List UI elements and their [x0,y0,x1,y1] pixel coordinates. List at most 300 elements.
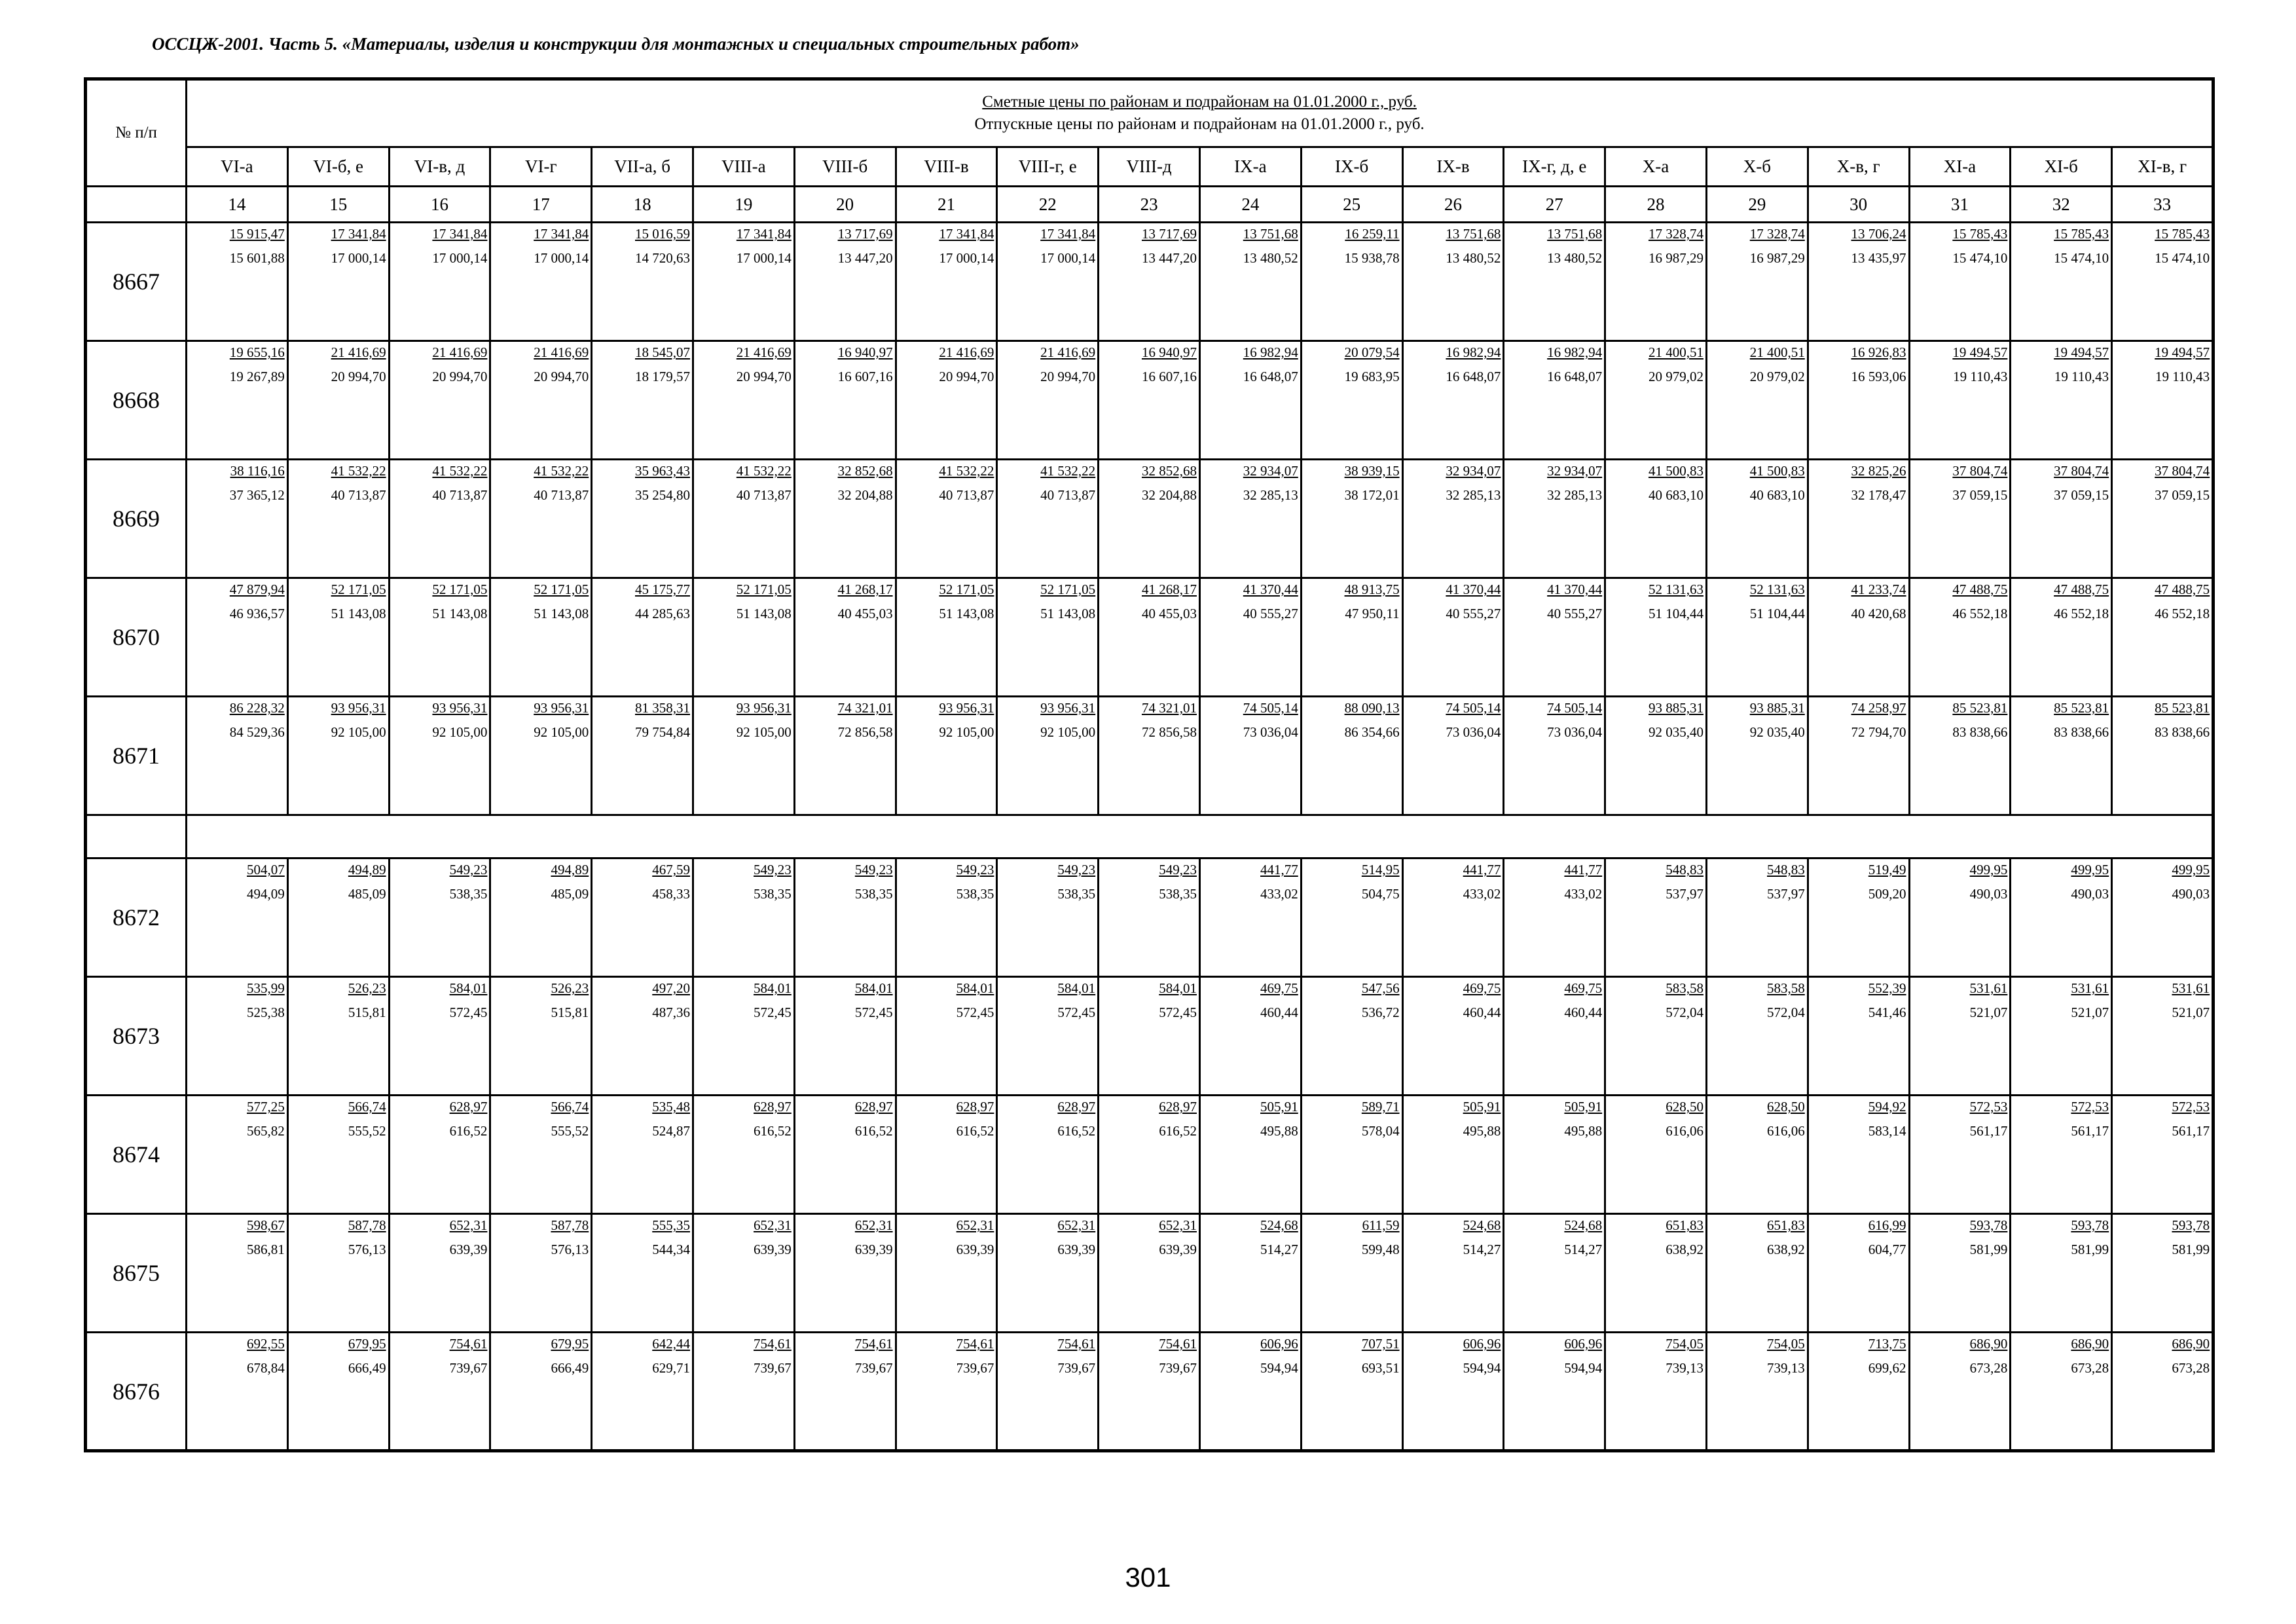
estimate-price: 74 258,97 [1851,700,1906,716]
estimate-price: 469,75 [1260,980,1298,996]
row-number: 8676 [86,1333,187,1451]
release-price: 594,94 [1463,1360,1501,1376]
price-cell [794,1214,896,1333]
table-row [86,460,2214,578]
table-row [86,341,2214,460]
release-price: 13 480,52 [1446,250,1501,266]
estimate-price: 19 494,57 [1952,344,2008,360]
release-price: 583,14 [1868,1123,1906,1139]
price-cell [1301,1096,1402,1214]
region-header: VI-г [490,147,592,187]
price-cell [693,1096,794,1214]
column-number: 27 [1504,187,1605,223]
estimate-price: 16 926,83 [1851,344,1906,360]
release-price: 538,35 [754,886,792,902]
price-cell [693,223,794,341]
release-price: 20 994,70 [736,369,792,384]
release-price: 572,45 [956,1005,994,1020]
release-price: 616,06 [1767,1123,1805,1139]
price-cell [187,697,288,815]
estimate-price: 41 268,17 [1141,581,1197,597]
estimate-price: 584,01 [854,980,893,996]
price-cell [490,858,592,977]
price-cell [2112,1214,2214,1333]
price-cell [1402,460,1504,578]
estimate-price: 85 523,81 [1952,700,2008,716]
release-price: 616,52 [1057,1123,1096,1139]
release-price: 538,35 [1159,886,1197,902]
price-cell [1605,858,1707,977]
price-cell [187,858,288,977]
estimate-price: 519,49 [1868,862,1906,877]
estimate-price: 754,61 [1159,1336,1197,1352]
estimate-price: 19 494,57 [2054,344,2109,360]
estimate-price: 494,89 [551,862,589,877]
estimate-price: 21 400,51 [1749,344,1805,360]
release-price: 32 204,88 [1141,487,1197,503]
price-cell [1808,1333,1909,1451]
estimate-price: 469,75 [1463,980,1501,996]
estimate-price: 32 852,68 [1141,463,1197,479]
release-price: 521,07 [2071,1005,2109,1020]
release-price: 639,39 [956,1242,994,1257]
release-price: 555,52 [551,1123,589,1139]
price-cell [1909,223,2011,341]
estimate-price: 37 804,74 [2054,463,2109,479]
price-cell [1808,697,1909,815]
release-price: 32 285,13 [1547,487,1603,503]
release-price: 84 529,36 [229,724,285,740]
price-cell [1199,977,1301,1096]
column-number-row [86,187,2214,223]
release-price: 16 648,07 [1243,369,1298,384]
estimate-price: 16 940,97 [1141,344,1197,360]
release-price: 20 979,02 [1749,369,1805,384]
estimate-price: 21 400,51 [1648,344,1704,360]
price-cell [997,341,1099,460]
price-cell [1402,1096,1504,1214]
price-cell [287,578,389,697]
price-cell [1605,697,1707,815]
estimate-price: 572,53 [2071,1099,2109,1115]
release-price: 16 987,29 [1648,250,1704,266]
estimate-price: 499,95 [2172,862,2210,877]
row-number: 8673 [86,977,187,1096]
estimate-price: 587,78 [551,1217,589,1233]
price-cell [1301,1214,1402,1333]
price-cell [1706,977,1808,1096]
release-price: 666,49 [348,1360,386,1376]
price-cell [1402,977,1504,1096]
release-price: 514,27 [1260,1242,1298,1257]
estimate-price: 85 523,81 [2155,700,2210,716]
estimate-price: 524,68 [1463,1217,1501,1233]
estimate-price: 526,23 [348,980,386,996]
price-cell [1402,223,1504,341]
price-cell [1099,578,1200,697]
release-price: 604,77 [1868,1242,1906,1257]
release-price: 599,48 [1361,1242,1400,1257]
release-price: 629,71 [652,1360,690,1376]
release-price: 485,09 [551,886,589,902]
price-cell [287,341,389,460]
release-price: 20 994,70 [939,369,994,384]
price-cell [1504,1333,1605,1451]
release-price: 561,17 [1969,1123,2008,1139]
price-cell [1099,697,1200,815]
row-number: 8671 [86,697,187,815]
estimate-price: 85 523,81 [2054,700,2109,716]
table-row [86,578,2214,697]
release-price: 495,88 [1260,1123,1298,1139]
estimate-price: 467,59 [652,862,690,877]
estimate-price: 41 532,22 [534,463,589,479]
price-cell [896,697,997,815]
estimate-price: 531,61 [2172,980,2210,996]
estimate-price: 17 341,84 [534,226,589,242]
row-number: 8669 [86,460,187,578]
region-header: VIII-д [1099,147,1200,187]
estimate-price: 692,55 [247,1336,285,1352]
estimate-price: 88 090,13 [1344,700,1400,716]
estimate-price: 74 321,01 [1141,700,1197,716]
estimate-price: 499,95 [1969,862,2008,877]
table-row [86,858,2214,977]
estimate-price: 754,61 [449,1336,488,1352]
region-header: VI-в, д [389,147,490,187]
price-cell [490,578,592,697]
release-price: 38 172,01 [1344,487,1400,503]
estimate-price: 628,50 [1666,1099,1704,1115]
price-cell [490,1214,592,1333]
release-price: 538,35 [1057,886,1096,902]
estimate-price: 555,35 [652,1217,690,1233]
estimate-price: 504,07 [247,862,285,877]
price-cell [592,460,693,578]
estimate-price: 593,78 [2172,1217,2210,1233]
release-price: 739,67 [754,1360,792,1376]
release-price: 32 285,13 [1446,487,1501,503]
price-cell [2011,858,2112,977]
document-header: ОССЦЖ-2001. Часть 5. «Материалы, изделия и конструкции для монтажных и специальных строительных работ» [152,34,1080,54]
release-price: 536,72 [1361,1005,1400,1020]
release-price: 16 648,07 [1547,369,1603,384]
estimate-price: 41 500,83 [1648,463,1704,479]
estimate-price: 686,90 [2071,1336,2109,1352]
release-price: 572,45 [854,1005,893,1020]
price-cell [693,697,794,815]
release-price: 538,35 [854,886,893,902]
estimate-price: 35 963,43 [634,463,690,479]
release-price: 16 648,07 [1446,369,1501,384]
price-cell [794,697,896,815]
estimate-price: 74 505,14 [1446,700,1501,716]
row-number: 8672 [86,858,187,977]
price-cell [2112,1333,2214,1451]
release-price: 51 104,44 [1749,606,1805,621]
region-header: XI-а [1909,147,2011,187]
price-cell [592,1333,693,1451]
estimate-price: 594,92 [1868,1099,1906,1115]
estimate-price: 41 532,22 [331,463,386,479]
price-cell [2112,578,2214,697]
region-header: X-а [1605,147,1707,187]
region-header: VIII-а [693,147,794,187]
estimate-price: 583,58 [1767,980,1805,996]
estimate-price: 497,20 [652,980,690,996]
price-cell [1808,223,1909,341]
release-price: 40 713,87 [736,487,792,503]
price-cell [1099,1214,1200,1333]
region-header: IX-г, д, е [1504,147,1605,187]
estimate-price: 584,01 [1159,980,1197,996]
price-cell [2011,460,2112,578]
price-cell [1706,223,1808,341]
price-cell [1199,697,1301,815]
column-number: 18 [592,187,693,223]
release-price: 46 936,57 [229,606,285,621]
release-price: 40 455,03 [837,606,893,621]
estimate-price: 47 488,75 [2054,581,2109,597]
release-price: 490,03 [2172,886,2210,902]
price-cell [592,341,693,460]
region-header-row [86,147,2214,187]
release-price: 576,13 [551,1242,589,1257]
price-cell [997,697,1099,815]
release-price: 525,38 [247,1005,285,1020]
release-price: 40 455,03 [1141,606,1197,621]
price-cell [2112,858,2214,977]
estimate-price: 628,97 [854,1099,893,1115]
estimate-price: 93 956,31 [432,700,488,716]
price-cell [490,697,592,815]
estimate-price: 652,31 [449,1217,488,1233]
price-cell [693,341,794,460]
release-price: 18 179,57 [634,369,690,384]
release-price: 616,52 [754,1123,792,1139]
release-price: 40 713,87 [1040,487,1096,503]
price-cell [1402,697,1504,815]
release-price: 581,99 [1969,1242,2008,1257]
estimate-price: 19 494,57 [2155,344,2210,360]
release-price: 544,34 [652,1242,690,1257]
release-price: 490,03 [2071,886,2109,902]
estimate-price: 47 488,75 [2155,581,2210,597]
price-cell [2011,1333,2112,1451]
price-cell [389,223,490,341]
release-price: 92 105,00 [736,724,792,740]
release-price: 678,84 [247,1360,285,1376]
estimate-price: 651,83 [1767,1217,1805,1233]
estimate-price: 616,99 [1868,1217,1906,1233]
estimate-price: 628,50 [1767,1099,1805,1115]
column-number: 19 [693,187,794,223]
price-cell [1301,341,1402,460]
price-cell [490,1333,592,1451]
estimate-price: 15 785,43 [2155,226,2210,242]
price-cell [1605,1333,1707,1451]
estimate-price: 589,71 [1361,1099,1400,1115]
release-price: 639,39 [754,1242,792,1257]
estimate-price: 41 370,44 [1446,581,1501,597]
region-header: IX-в [1402,147,1504,187]
release-price: 47 950,11 [1345,606,1400,621]
price-cell [997,977,1099,1096]
estimate-price: 21 416,69 [736,344,792,360]
release-price: 19 110,43 [2054,369,2109,384]
estimate-price: 93 956,31 [1040,700,1096,716]
price-cell [490,1096,592,1214]
price-cell [2112,977,2214,1096]
column-number: 30 [1808,187,1909,223]
release-price: 487,36 [652,1005,690,1020]
release-price: 537,97 [1767,886,1805,902]
estimate-price: 583,58 [1666,980,1704,996]
price-cell [896,858,997,977]
price-cell [1199,1096,1301,1214]
estimate-price: 548,83 [1666,862,1704,877]
estimate-price: 707,51 [1361,1336,1400,1352]
price-cell [2112,697,2214,815]
column-number-empty [86,187,187,223]
release-price: 35 254,80 [634,487,690,503]
price-cell [287,977,389,1096]
release-price: 17 000,14 [1040,250,1096,266]
release-price: 51 143,08 [736,606,792,621]
section-separator-row [86,815,2214,858]
price-cell [187,460,288,578]
price-cell [693,578,794,697]
estimate-price: 535,99 [247,980,285,996]
estimate-price: 628,97 [1159,1099,1197,1115]
price-cell [187,578,288,697]
price-table [84,77,2215,1452]
table-row [86,1333,2214,1451]
estimate-price: 505,91 [1564,1099,1603,1115]
price-cell [1199,1333,1301,1451]
release-price: 739,67 [449,1360,488,1376]
release-price: 37 059,15 [1952,487,2008,503]
price-cell [794,578,896,697]
release-price: 515,81 [551,1005,589,1020]
estimate-price: 535,48 [652,1099,690,1115]
estimate-price: 52 131,63 [1749,581,1805,597]
region-header: X-в, г [1808,147,1909,187]
price-cell [1099,223,1200,341]
price-cell [1099,1333,1200,1451]
price-cell [1706,697,1808,815]
row-number: 8668 [86,341,187,460]
price-cell [1808,578,1909,697]
price-cell [693,858,794,977]
estimate-price: 13 717,69 [1141,226,1197,242]
price-cell [794,223,896,341]
release-price: 83 838,66 [2054,724,2109,740]
column-number: 22 [997,187,1099,223]
release-price: 433,02 [1564,886,1603,902]
release-price: 639,39 [1057,1242,1096,1257]
price-cell [1199,460,1301,578]
estimate-price: 18 545,07 [634,344,690,360]
release-price: 594,94 [1260,1360,1298,1376]
release-price: 17 000,14 [736,250,792,266]
release-price: 739,67 [956,1360,994,1376]
estimate-price: 549,23 [854,862,893,877]
release-price: 51 143,08 [534,606,589,621]
estimate-price: 15 016,59 [634,226,690,242]
release-price: 495,88 [1564,1123,1603,1139]
region-header: VII-а, б [592,147,693,187]
price-cell [389,460,490,578]
release-price: 666,49 [551,1360,589,1376]
price-cell [1504,223,1605,341]
release-price: 92 105,00 [331,724,386,740]
release-price: 578,04 [1361,1123,1400,1139]
estimate-price: 21 416,69 [534,344,589,360]
price-cell [1909,858,2011,977]
price-cell [287,460,389,578]
price-cell [2112,223,2214,341]
release-price: 20 979,02 [1648,369,1704,384]
estimate-price: 686,90 [2172,1336,2210,1352]
estimate-price: 526,23 [551,980,589,996]
release-price: 37 365,12 [229,487,285,503]
release-price: 73 036,04 [1446,724,1501,740]
estimate-price: 598,67 [247,1217,285,1233]
estimate-price: 47 879,94 [229,581,285,597]
estimate-price: 41 233,74 [1851,581,1906,597]
price-cell [1099,341,1200,460]
price-cell [1808,1096,1909,1214]
release-price: 92 105,00 [432,724,488,740]
estimate-price: 17 328,74 [1749,226,1805,242]
release-price: 20 994,70 [534,369,589,384]
release-price: 616,52 [956,1123,994,1139]
price-cell [1199,578,1301,697]
table-title [187,79,2214,147]
price-cell [389,697,490,815]
price-cell [896,341,997,460]
estimate-price: 566,74 [348,1099,386,1115]
price-cell [1605,1214,1707,1333]
estimate-price: 754,61 [754,1336,792,1352]
estimate-price: 606,96 [1463,1336,1501,1352]
release-price: 561,17 [2172,1123,2210,1139]
price-cell [1605,223,1707,341]
price-cell [187,223,288,341]
price-cell [2011,578,2112,697]
estimate-price: 15 785,43 [1952,226,2008,242]
price-cell [896,1096,997,1214]
estimate-price: 52 171,05 [939,581,994,597]
row-number-header: № п/п [86,79,187,187]
release-price: 15 474,10 [2155,250,2210,266]
release-price: 19 110,43 [2155,369,2210,384]
estimate-price: 41 268,17 [837,581,893,597]
price-cell [1808,858,1909,977]
region-header: XI-в, г [2112,147,2214,187]
release-price: 15 474,10 [2054,250,2109,266]
price-cell [997,223,1099,341]
estimate-price: 577,25 [247,1099,285,1115]
estimate-price: 593,78 [1969,1217,2008,1233]
release-price: 40 713,87 [331,487,386,503]
release-price: 51 143,08 [1040,606,1096,621]
release-price: 16 593,06 [1851,369,1906,384]
release-price: 51 104,44 [1648,606,1704,621]
release-price: 524,87 [652,1123,690,1139]
price-cell [1909,341,2011,460]
